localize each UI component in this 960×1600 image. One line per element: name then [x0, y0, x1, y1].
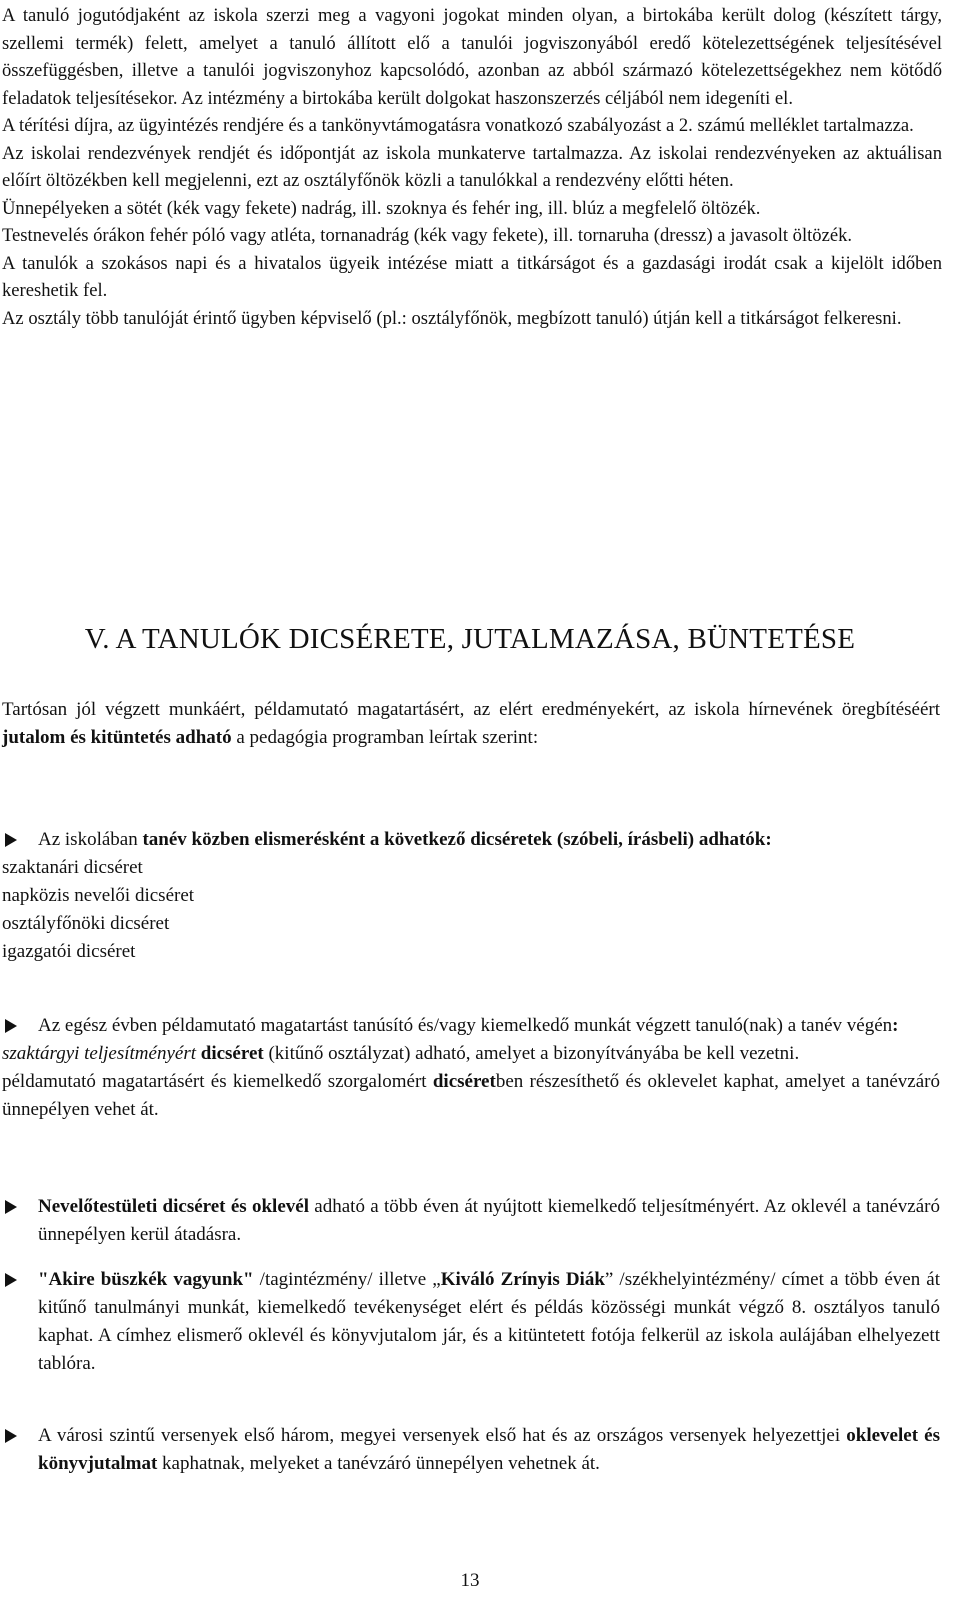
bullet-staff-praise [2, 1193, 940, 1249]
triangle-bullet-icon [5, 1019, 17, 1033]
lead-text: a pedagógia programban leírtak szerint: [231, 727, 539, 748]
intro-paragraph: Testnevelés órákon fehér póló vagy atléta, tornanadrág (kék vagy fekete), ill. tornaruha (dressz) a javasolt öltözék. [2, 225, 853, 246]
bullet-text [38, 826, 940, 854]
bullet-year-end [2, 1012, 940, 1124]
bullet-text-bold: tanév közben elismerésként a következő dicséretek (szóbeli, írásbeli) adhatók: [142, 829, 772, 850]
triangle-bullet-icon [5, 833, 17, 847]
bullet-text-bold: Kiváló Zrínyis Diák [440, 1269, 605, 1290]
bullet-text-bold: : [892, 1015, 899, 1036]
bold-text: dicséret [432, 1071, 496, 1092]
intro-paragraph: Ünnepélyeken a sötét (kék vagy fekete) nadrág, ill. szoknya és fehér ing, ill. blúz a megfelelő öltözék. [2, 197, 761, 219]
bullet-text-bold: Nevelőtestületi dicséret és oklevél [38, 1196, 309, 1217]
list-item: osztályfőnöki dicséret [2, 913, 170, 934]
bullet-text-plain: adható a több éven át nyújtott kiemelkedő teljesítményért. Az oklevél a tanévzáró ünnepélyen kerül átadásra. [38, 1196, 940, 1245]
lead-paragraph [2, 696, 940, 752]
lead-bold: jutalom és kitüntetés adható [2, 727, 232, 748]
bullet-item [2, 1012, 940, 1040]
bullet-item [2, 1422, 940, 1478]
bullet-item [2, 826, 940, 854]
bullet-competitions [2, 1422, 940, 1478]
intro-paragraph: Az iskolai rendezvények rendjét és időpontját az iskola munkaterve tartalmazza. Az iskolai rendezvényeken az aktuálisan előírt öltözékben kell megjelenni, ezt az osztályfőnök közli a tanulókkal a rendezvény előtti héten. [2, 142, 942, 191]
section-heading: V. A TANULÓK DICSÉRETE, JUTALMAZÁSA, BÜNTETÉSE [84, 623, 856, 655]
bullet-text-plain: /tagintézmény/ illetve „ [253, 1269, 441, 1290]
intro-paragraph: Az osztály több tanulóját érintő ügyben képviselő (pl.: osztályfőnök, megbízott tanuló) útján kell a titkárságot felkeresni. [2, 307, 902, 329]
list-item: napközis nevelői dicséret [2, 885, 195, 906]
bullet-praise-during-year [2, 826, 940, 966]
bold-text: dicséret [196, 1043, 264, 1064]
bullet-text-bold: "Akire büszkék vagyunk" [38, 1269, 254, 1290]
lead-text: Tartósan jól végzett munkáért, példamutató magatartásért, az elért eredményekért, az iskola hírnevének öregbítéséért [2, 699, 940, 720]
bullet-text-plain: kaphatnak, melyeket a tanévzáró ünnepélyen vehetnek át. [157, 1453, 600, 1474]
triangle-bullet-icon [5, 1429, 17, 1443]
page-number: 13 [460, 1570, 480, 1591]
section-lead [2, 696, 940, 752]
list-item: igazgatói dicséret [2, 941, 136, 962]
bullet-item [2, 1193, 940, 1249]
triangle-bullet-icon [5, 1200, 17, 1214]
praise-list [2, 854, 940, 966]
subject-praise-paragraph [2, 1040, 940, 1068]
bullet-text-plain: Az iskolában [38, 829, 143, 850]
italic-text: szaktárgyi teljesítményért [2, 1043, 196, 1064]
intro-section [0, 2, 942, 332]
list-item: szaktanári dicséret [2, 857, 143, 878]
bullet-text [38, 1266, 940, 1378]
bullet-proud-of [2, 1266, 940, 1378]
bullet-text-plain: A városi szintű versenyek első három, megyei versenyek első hat és az országos versenyek helyezettjei [38, 1425, 847, 1446]
intro-paragraph: A térítési díjra, az ügyintézés rendjére és a tankönyvtámogatásra vonatkozó szabályozást a 2. számú melléklet tartalmazza. [2, 115, 914, 136]
bullet-text-plain: Az egész évben példamutató magatartást tanúsító és/vagy kiemelkedő munkát végzett tanuló(nak) a tanév végén [38, 1015, 893, 1036]
bullet-text-bold: oklevelet és könyvjutalmat [38, 1425, 940, 1474]
bullet-text-plain: ” /székhelyintézmény/ címet a több éven át kitűnő tanulmányi munkát, kiemelkedő tevékenységet elért és példás közösségi munkát végző 8. osztályos tanuló kaphat. A címhez elismerő oklevél és könyvjutalom jár, és a kitüntetett fotója felkerül az iskola aulájában elhelyezett tablóra. [38, 1269, 941, 1374]
bullet-text [38, 1012, 940, 1040]
bullet-text [38, 1422, 940, 1478]
plain-text: ben részesíthető és oklevelet kaphat, amelyet a tanévzáró ünnepélyen vehet át. [2, 1071, 940, 1120]
behaviour-praise-paragraph [2, 1068, 940, 1124]
intro-paragraph: A tanuló jogutódjaként az iskola szerzi meg a vagyoni jogokat minden olyan, a birtokába került dolog (készített tárgy, szellemi termék) felett, amelyet a tanuló állított elő a tanulói jogviszonyából eredő kötelezettségének teljesítésével összefüggésben, illetve a tanulói jogviszonyhoz kapcsolódó, azonban az abból származó kötelezettségekhez nem kötődő feladatok teljesítésekor. Az intézmény a birtokába került dolgokat haszonszerzés céljából nem idegeníti el. [2, 5, 942, 109]
intro-paragraph: A tanulók a szokásos napi és a hivatalos ügyeik intézése miatt a titkárságot és a gazdasági irodát csak a kijelölt időben kereshetik fel. [2, 252, 942, 301]
bullet-text [38, 1193, 940, 1249]
plain-text: példamutató magatartásért és kiemelkedő szorgalomért [2, 1071, 433, 1092]
bullet-item [2, 1266, 940, 1378]
plain-text: (kitűnő osztályzat) adható, amelyet a bizonyítványába be kell vezetni. [263, 1043, 800, 1064]
triangle-bullet-icon [5, 1273, 17, 1287]
